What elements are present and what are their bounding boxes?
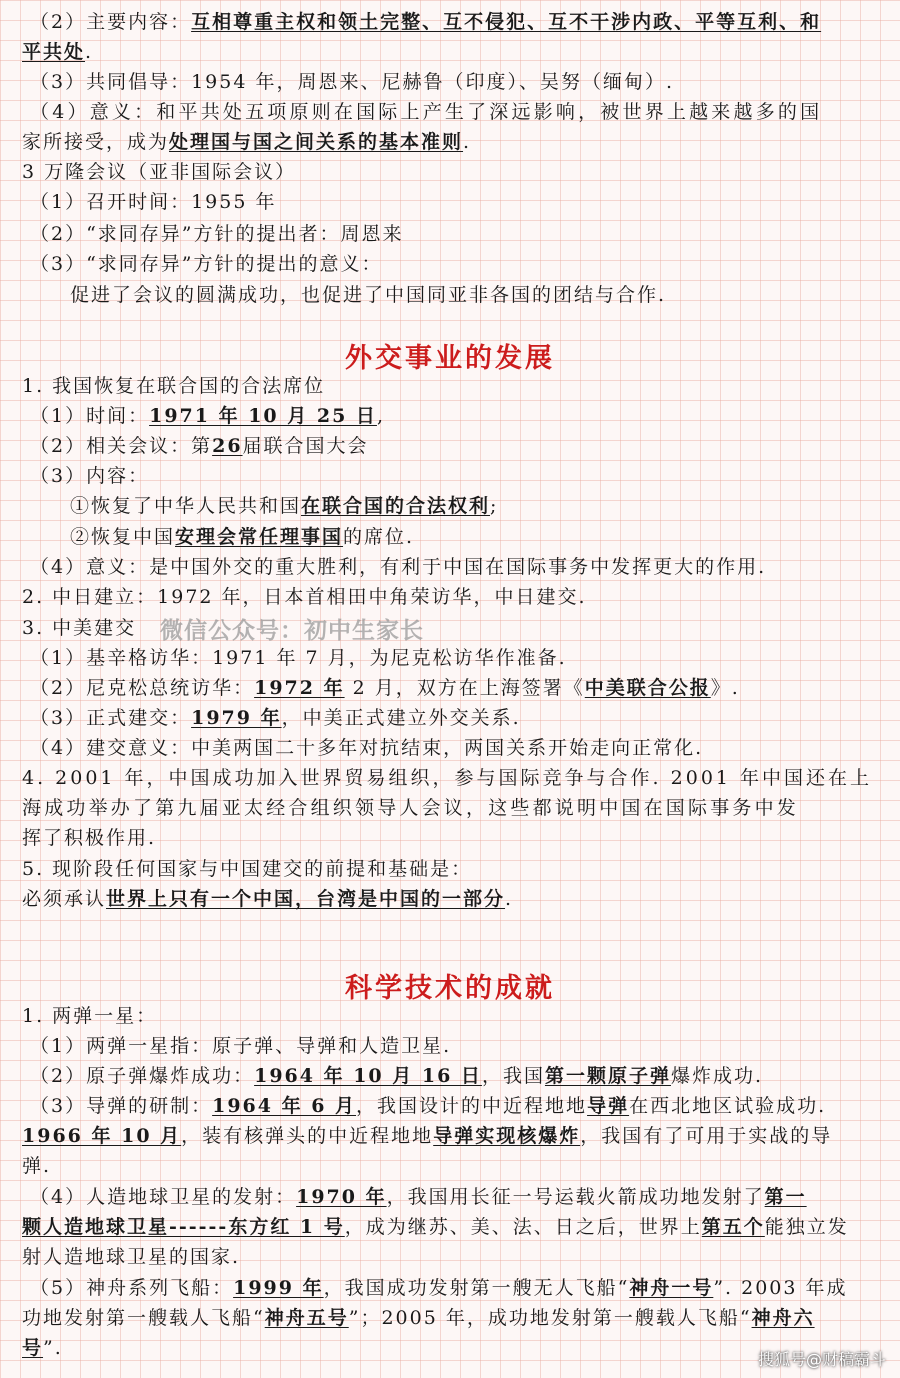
note-line: 1966 年 10 月，装有核弹头的中近程地地导弹实现核爆炸，我国有了可用于实战的导 <box>22 1125 833 1147</box>
note-line: （4）意义：和平共处五项原则在国际上产生了深远影响，被世界上越来越多的国 <box>30 101 823 123</box>
note-line: 海成功举办了第九届亚太经合组织领导人会议，这些都说明中国在国际事务中发 <box>22 797 800 819</box>
note-line: 2. 中日建立：1972 年，日本首相田中角荣访华，中日建交. <box>22 586 587 608</box>
note-line: 平共处. <box>22 41 94 63</box>
note-line: 挥了积极作用. <box>22 827 157 849</box>
note-line: （5）神舟系列飞船：1999 年，我国成功发射第一艘无人飞船“神舟一号”. 2003 年成 <box>30 1277 848 1299</box>
note-line: 弹. <box>22 1155 52 1177</box>
note-line: （2）主要内容：互相尊重主权和领土完整、互不侵犯、互不干涉内政、平等互利、和 <box>30 11 822 33</box>
subheading-bandung: 3 万隆会议（亚非国际会议） <box>22 161 297 183</box>
section-heading-science: 科学技术的成就 <box>345 973 555 1004</box>
note-line: （1）时间：1971 年 10 月 25 日, <box>30 405 385 427</box>
section-heading-diplomacy: 外交事业的发展 <box>345 343 555 374</box>
note-line: （2）尼克松总统访华：1972 年 2 月，双方在上海签署《中美联合公报》. <box>30 677 740 699</box>
note-line: 促进了会议的圆满成功，也促进了中国同亚非各国的团结与合作. <box>70 284 667 306</box>
note-line: （4）人造地球卫星的发射：1970 年，我国用长征一号运载火箭成功地发射了第一 <box>30 1186 807 1208</box>
sohu-credit: 搜狐号@财稿霸斗 <box>757 1350 886 1369</box>
note-line: （3）“求同存异”方针的提出的意义： <box>30 253 383 275</box>
note-line: （4）意义：是中国外交的重大胜利，有利于中国在国际事务中发挥更大的作用. <box>30 556 767 578</box>
note-line: 必须承认世界上只有一个中国，台湾是中国的一部分. <box>22 888 514 910</box>
note-line: 射人造地球卫星的国家. <box>22 1246 241 1268</box>
note-line: （3）内容： <box>30 465 150 487</box>
note-line: 功地发射第一艘载人飞船“神舟五号”；2005 年，成功地发射第一艘载人飞船“神舟六 <box>22 1307 815 1329</box>
note-line: （1）两弹一星指：原子弹、导弹和人造卫星. <box>30 1035 452 1057</box>
note-line: 5. 现阶段任何国家与中国建交的前提和基础是： <box>22 858 473 880</box>
note-line: 号”. <box>22 1337 63 1359</box>
note-line: （4）建交意义：中美两国二十多年对抗结束，两国关系开始走向正常化. <box>30 737 704 759</box>
note-line: （1）召开时间：1955 年 <box>30 191 277 213</box>
note-line: （2）相关会议：第26届联合国大会 <box>30 435 369 457</box>
note-line: ②恢复中国安理会常任理事国的席位. <box>70 526 415 548</box>
note-line: 3. 中美建交 <box>22 617 137 639</box>
note-line: （1）基辛格访华：1971 年 7 月，为尼克松访华作准备. <box>30 647 567 669</box>
note-line: （2）“求同存异”方针的提出者：周恩来 <box>30 223 404 245</box>
note-line: （2）原子弹爆炸成功：1964 年 10 月 16 日，我国第一颗原子弹爆炸成功. <box>30 1065 764 1087</box>
note-line: ①恢复了中华人民共和国在联合国的合法权利; <box>70 495 499 517</box>
note-line: （3）导弹的研制：1964 年 6 月，我国设计的中近程地地导弹在西北地区试验成功. <box>30 1095 827 1117</box>
note-line: 4. 2001 年，中国成功加入世界贸易组织，参与国际竞争与合作. 2001 年中国还在上 <box>22 767 873 789</box>
note-line: 1. 我国恢复在联合国的合法席位 <box>22 375 326 397</box>
note-line: 家所接受，成为处理国与国之间关系的基本准则. <box>22 131 472 153</box>
note-line: （3）正式建交：1979 年，中美正式建立外交关系. <box>30 707 521 729</box>
note-line: （3）共同倡导：1954 年，周恩来、尼赫鲁（印度）、吴努（缅甸）. <box>30 71 675 93</box>
note-line: 1. 两弹一星： <box>22 1005 158 1027</box>
wechat-watermark: 微信公众号：初中生家长 <box>160 618 424 644</box>
note-line: 颗人造地球卫星------东方红 1 号，成为继苏、美、法、日之后，世界上第五个能独立发 <box>22 1216 849 1238</box>
